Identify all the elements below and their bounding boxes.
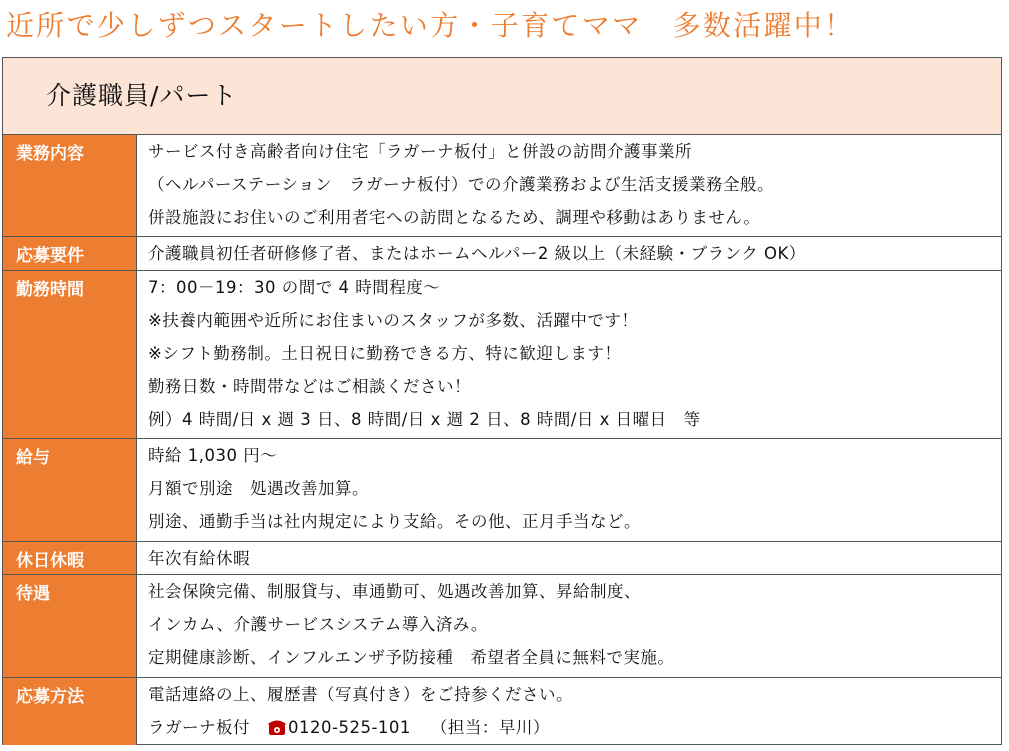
content-line: 7：00－19：30 の間で 4 時間程度～ bbox=[148, 278, 441, 297]
row-label bbox=[3, 575, 137, 677]
job-card bbox=[2, 57, 1002, 745]
contact-line bbox=[148, 711, 993, 744]
row-content bbox=[148, 542, 993, 575]
row-label-text: 応募要件 bbox=[16, 246, 84, 266]
row-label bbox=[3, 678, 137, 745]
row-salary bbox=[3, 439, 1001, 542]
row-label-text: 休日休暇 bbox=[16, 551, 84, 571]
row-label bbox=[3, 542, 137, 574]
content-line: 電話連絡の上、履歴書（写真付き）をご持参ください。 bbox=[148, 685, 573, 704]
content-line: 例）4 時間/日 x 週 3 日、8 時間/日 x 週 2 日、8 時間/日 x 日曜日 等 bbox=[148, 410, 701, 429]
row-content bbox=[148, 678, 993, 744]
contact-name: ラガーナ板付 bbox=[148, 718, 250, 737]
content-line: 定期健康診断、インフルエンザ予防接種 希望者全員に無料で実施。 bbox=[148, 648, 675, 667]
row-label bbox=[3, 271, 137, 438]
content-line: 年次有給休暇 bbox=[148, 549, 250, 568]
row-label-text: 待遇 bbox=[16, 584, 50, 604]
contact-phone[interactable]: 0120-525-101 bbox=[288, 718, 411, 737]
headline: 近所で少しずつスタートしたい方・子育てママ 多数活躍中！ bbox=[6, 9, 855, 42]
row-content bbox=[148, 271, 993, 436]
content-line: 併設施設にお住いのご利用者宅への訪問となるため、調理や移動はありません。 bbox=[148, 208, 761, 227]
row-label bbox=[3, 439, 137, 541]
content-line: 社会保険完備、制服貸与、車通勤可、処遇改善加算、昇給制度、 bbox=[148, 582, 641, 601]
row-label-text: 業務内容 bbox=[16, 144, 84, 164]
row-label-text: 応募方法 bbox=[16, 687, 84, 707]
row-application bbox=[3, 678, 1001, 745]
row-label bbox=[3, 135, 137, 236]
row-content bbox=[148, 135, 993, 234]
content-line: （ヘルパーステーション ラガーナ板付）での介護業務および生活支援業務全般。 bbox=[148, 175, 775, 194]
row-hours bbox=[3, 271, 1001, 439]
content-line: ※シフト勤務制。土日祝日に勤務できる方、特に歓迎します！ bbox=[148, 344, 622, 363]
row-content bbox=[148, 237, 993, 270]
job-title: 介護職員/パート bbox=[46, 81, 238, 110]
content-line: 勤務日数・時間帯などはご相談ください！ bbox=[148, 377, 471, 396]
job-title-bar bbox=[3, 58, 1001, 135]
row-content bbox=[148, 575, 993, 674]
row-label bbox=[3, 237, 137, 270]
row-duties bbox=[3, 135, 1001, 237]
content-line: インカム、介護サービスシステム導入済み。 bbox=[148, 615, 488, 634]
telephone-icon bbox=[268, 714, 286, 732]
row-content bbox=[148, 439, 993, 538]
row-label-text: 給与 bbox=[16, 448, 50, 468]
content-line: 別途、通勤手当は社内規定により支給。その他、正月手当など。 bbox=[148, 512, 641, 531]
contact-person: （担当：早川） bbox=[430, 718, 550, 737]
content-line: 時給 1,030 円～ bbox=[148, 446, 278, 465]
content-line: 月額で別途 処遇改善加算。 bbox=[148, 479, 369, 498]
content-line: サービス付き高齢者向け住宅「ラガーナ板付」と併設の訪問介護事業所 bbox=[148, 142, 692, 161]
row-benefits bbox=[3, 575, 1001, 678]
content-line: 介護職員初任者研修修了者、またはホームヘルパー2 級以上（未経験・ブランク OK） bbox=[148, 244, 806, 263]
row-holidays bbox=[3, 542, 1001, 575]
row-requirements bbox=[3, 237, 1001, 271]
row-label-text: 勤務時間 bbox=[16, 280, 84, 300]
content-line: ※扶養内範囲や近所にお住まいのスタッフが多数、活躍中です！ bbox=[148, 311, 639, 330]
